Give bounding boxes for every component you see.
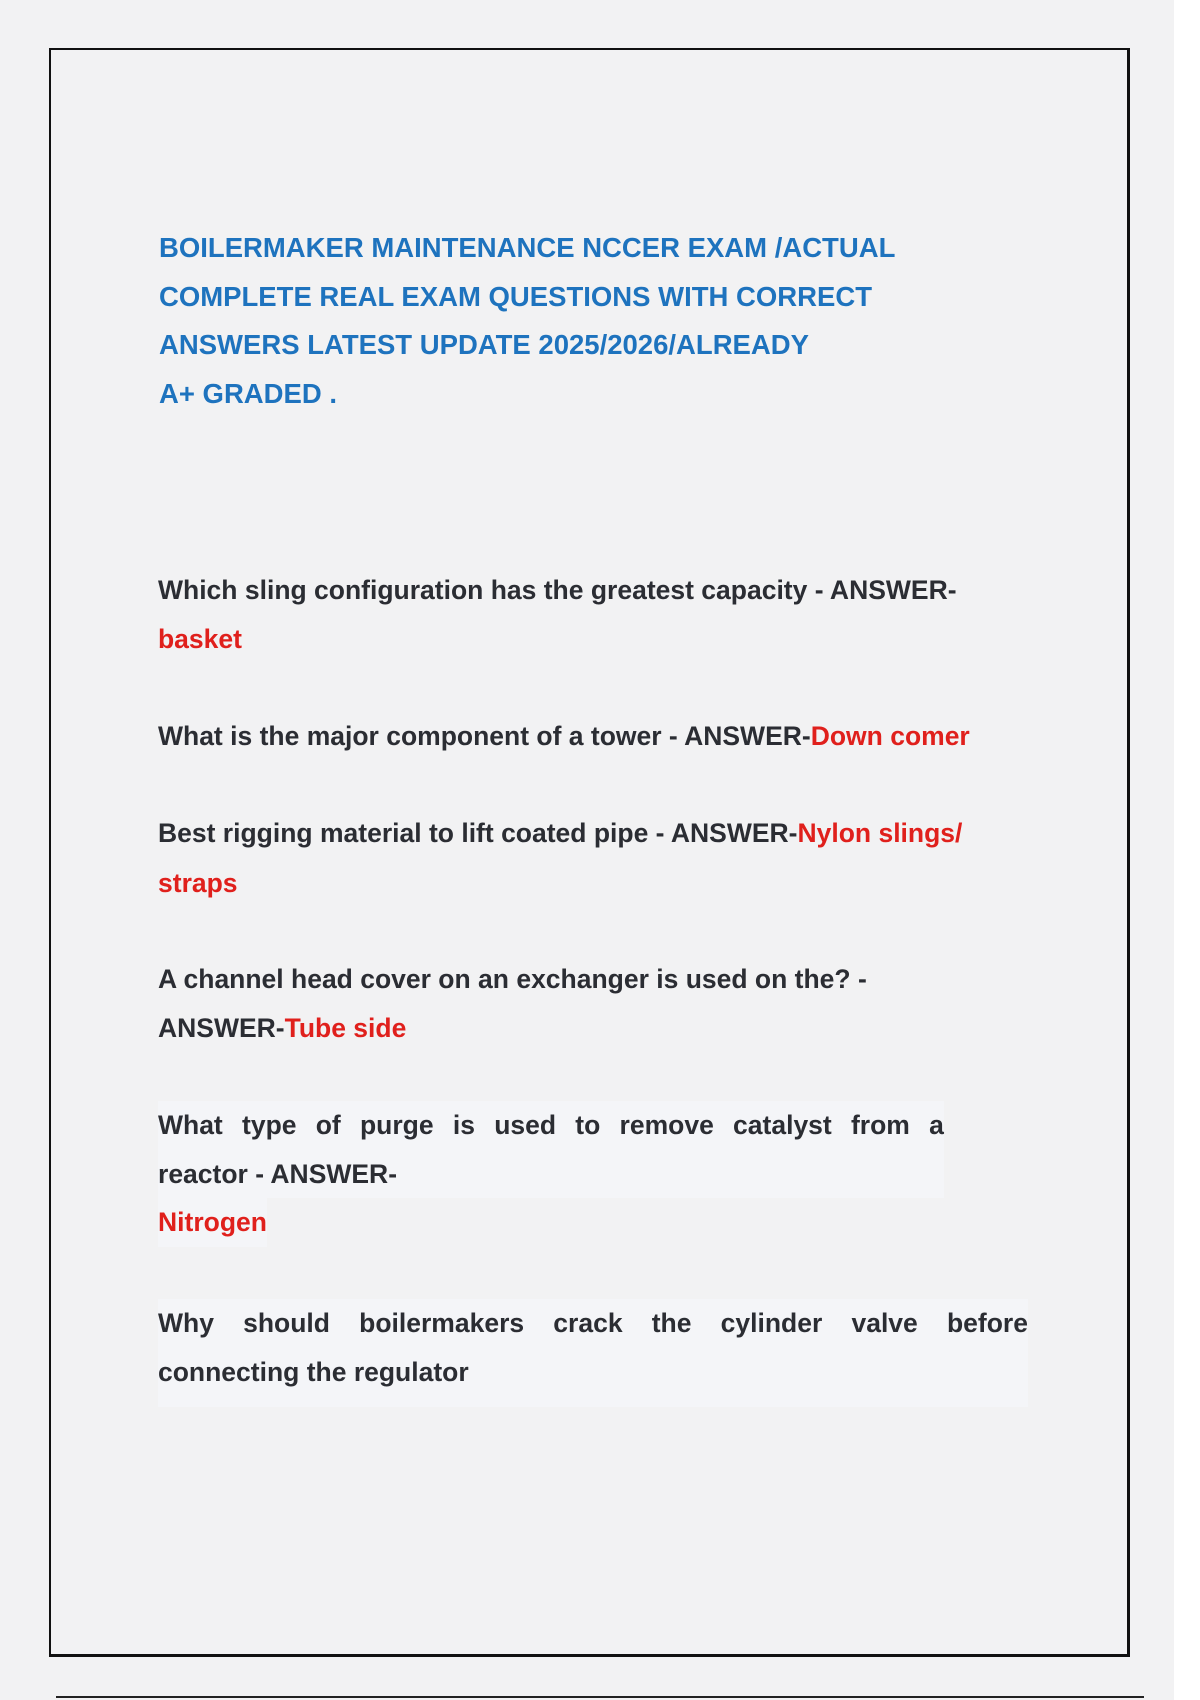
question-text-continued: connecting the regulator <box>158 1357 469 1387</box>
qa-item-6 <box>158 1299 1028 1407</box>
question-text: Which sling configuration has the greatest capacity - ANSWER- <box>158 575 957 605</box>
word: of <box>315 1110 341 1140</box>
answer-text: basket <box>158 623 242 654</box>
word: from <box>850 1110 910 1140</box>
question-text-continued: reactor - ANSWER- <box>158 1158 398 1189</box>
question-text <box>158 1299 1028 1348</box>
word: a <box>929 1110 944 1140</box>
document-title <box>159 224 959 418</box>
question-text <box>158 1101 944 1150</box>
word: is <box>452 1110 475 1140</box>
word: valve <box>851 1308 918 1338</box>
word: purge <box>359 1110 434 1140</box>
answer-text: Nitrogen <box>158 1207 267 1237</box>
question-text: What is the major component of a tower - ANSWER- <box>158 721 811 751</box>
question-text: A channel head cover on an exchanger is used on the? - <box>158 964 867 994</box>
answer-text-continued: straps <box>158 868 238 898</box>
answer-text: Down comer <box>810 721 970 751</box>
qa-item-5-answer <box>158 1198 267 1247</box>
word: Why <box>158 1308 214 1338</box>
word: the <box>651 1308 692 1338</box>
word: remove <box>619 1110 714 1140</box>
qa-item-1 <box>158 566 957 663</box>
answer-text: Tube side <box>284 1012 407 1043</box>
qa-item-2 <box>158 712 970 761</box>
word: should <box>243 1308 330 1338</box>
title-line: A+ GRADED . <box>159 377 338 409</box>
word: cylinder <box>720 1308 823 1338</box>
qa-item-5 <box>158 1101 944 1198</box>
question-text-continued: ANSWER- <box>158 1012 285 1043</box>
title-line: ANSWERS LATEST UPDATE 2025/2026/ALREADY <box>159 329 809 360</box>
title-line: BOILERMAKER MAINTENANCE NCCER EXAM /ACTUAL <box>159 232 896 263</box>
word: used <box>494 1110 557 1140</box>
word: type <box>242 1110 297 1140</box>
word: What <box>158 1110 223 1140</box>
word: to <box>575 1110 601 1140</box>
word: catalyst <box>733 1110 832 1140</box>
next-page-edge <box>56 1696 1144 1698</box>
word: boilermakers <box>359 1308 525 1338</box>
question-text: Best rigging material to lift coated pipe - ANSWER- <box>158 818 798 848</box>
qa-item-3 <box>158 808 962 908</box>
word: crack <box>553 1308 623 1338</box>
answer-text: Nylon slings/ <box>797 818 963 848</box>
qa-item-4 <box>158 955 867 1052</box>
word: before <box>946 1308 1028 1338</box>
title-line: COMPLETE REAL EXAM QUESTIONS WITH CORRECT <box>159 280 872 312</box>
